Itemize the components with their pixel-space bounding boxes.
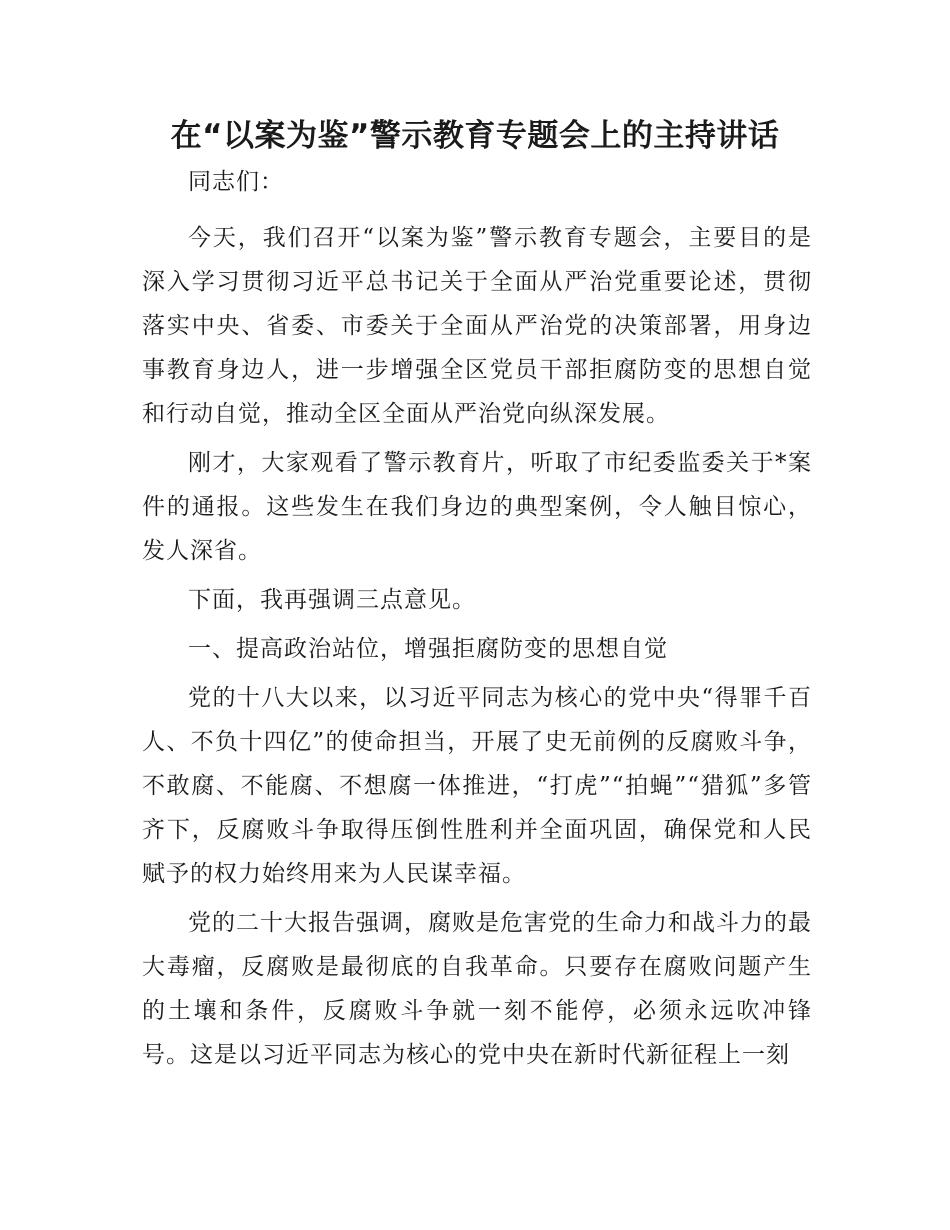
document-title: 在“以案为鉴”警示教育专题会上的主持讲话 bbox=[170, 118, 780, 154]
paragraph-case-report: 刚才，大家观看了警示教育片，听取了市纪委监委关于*案件的通报。这些发生在我们身边的典型案例，令人触目惊心，发人深省。 bbox=[142, 450, 812, 564]
salutation: 同志们： bbox=[188, 169, 284, 195]
paragraph-twentieth-congress: 党的二十大报告强调，腐败是危害党的生命力和战斗力的最大毒瘤，反腐败是最彻底的自我革命。只要存在腐败问题产生的土壤和条件，反腐败斗争就一刻不能停，必须永远吹冲锋号。这是以习近平同志为核心的党中央在新时代新征程上一刻 bbox=[142, 910, 812, 1068]
document-body bbox=[142, 160, 812, 1082]
paragraph-three-points: 下面，我再强调三点意见。 bbox=[188, 587, 476, 613]
section-heading-1: 一、提高政治站位，增强拒腐防变的思想自觉 bbox=[188, 636, 668, 662]
paragraph-intro: 今天，我们召开“以案为鉴”警示教育专题会，主要目的是深入学习贯彻习近平总书记关于全面从严治党重要论述，贯彻落实中央、省委、市委关于全面从严治党的决策部署，用身边事教育身边人，进一步增强全区党员干部拒腐防变的思想自觉和行动自觉，推动全区全面从严治党向纵深发展。 bbox=[142, 225, 812, 427]
paragraph-anti-corruption: 党的十八大以来，以习近平同志为核心的党中央“得罪千百人、不负十四亿”的使命担当，开展了史无前例的反腐败斗争，不敢腐、不能腐、不想腐一体推进，“打虎”“拍蝇”“猎狐”多管齐下，反腐败斗争取得压倒性胜利并全面巩固，确保党和人民赋予的权力始终用来为人民谋幸福。 bbox=[142, 685, 812, 887]
